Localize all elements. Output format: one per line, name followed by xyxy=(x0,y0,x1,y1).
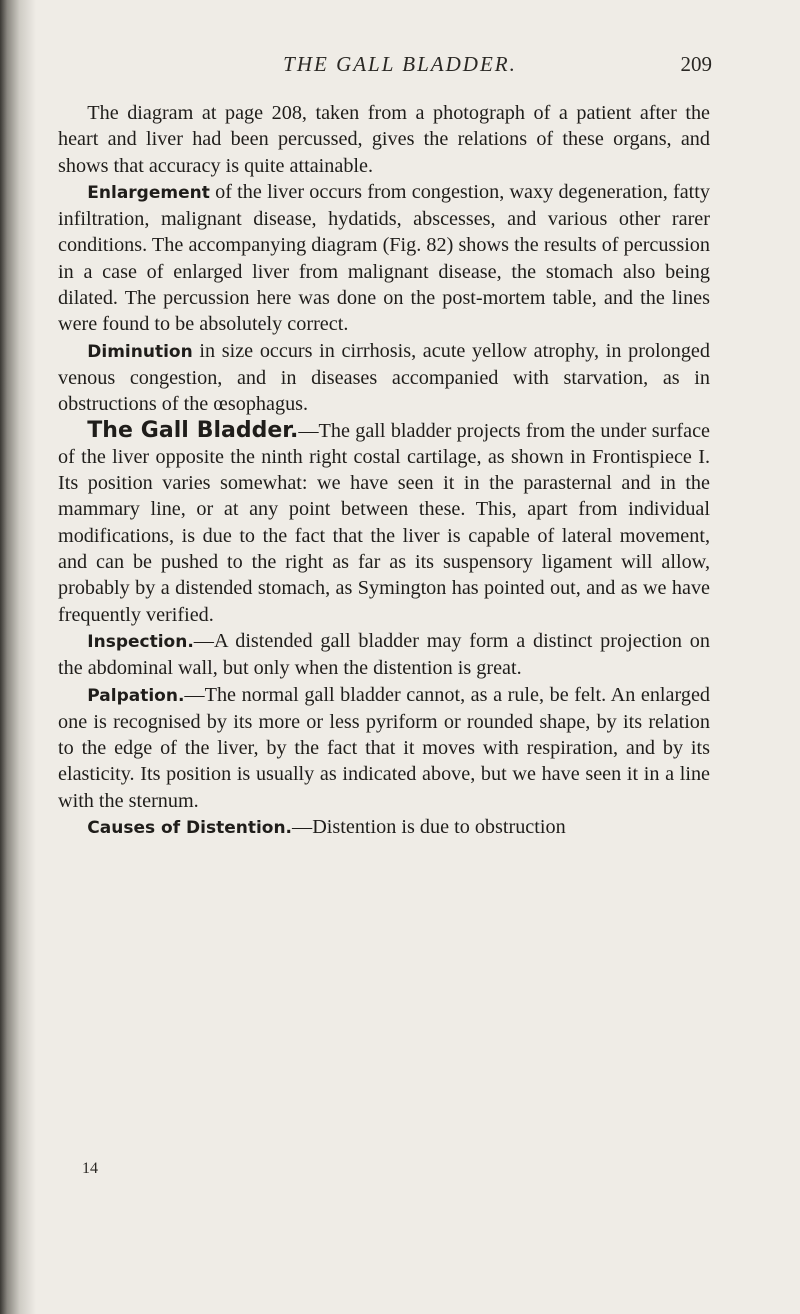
paragraph-text: in size occurs in cirrhosis, acute yellow atrophy, in prolonged venous congestion, and in diseases accompanied with starvation, as in obstructions of the œsophagus. xyxy=(58,339,710,416)
paragraph-text: —The gall bladder projects from the under surface of the liver opposite the ninth right costal cartilage, as shown in Frontispiece I. Its position varies somewhat: we have seen it in the parasternal and in the mammary line, or at any point between these. This, apart from individual modifications, is due to the fact that the liver is capable of lateral movement, and can be pushed to the right as far as its suspensory ligament will allow, probably by a distended stomach, as Symington has pointed out, and as we have frequently verified. xyxy=(58,419,710,626)
body-text xyxy=(58,100,710,841)
page-gutter-shadow xyxy=(0,0,36,1314)
page-number: 209 xyxy=(680,52,712,76)
paragraph-causes-of-distention xyxy=(58,814,710,841)
paragraph-text: of the liver occurs from congestion, waxy degeneration, fatty infiltration, malignant disease, hydatids, abscesses, and various other rarer conditions. The accompanying diagram (Fig. 82) shows the results of percussion in a case of enlarged liver from malignant disease, the stomach also being dilated. The percussion here was done on the post-mortem table, and the lines were found to be absolutely correct. xyxy=(58,180,710,336)
paragraph-text: The diagram at page 208, taken from a photograph of a patient after the heart and liver had been percussed, gives the relations of these organs, and shows that accuracy is quite attainable. xyxy=(58,102,710,177)
section-heading-causes-of-distention: Causes of Distention. xyxy=(87,818,293,839)
section-heading-enlargement: Enlargement xyxy=(87,182,210,203)
signature-mark: 14 xyxy=(82,1160,98,1177)
paragraph-inspection xyxy=(58,628,710,682)
page-header xyxy=(0,52,800,82)
paragraph-text: —The normal gall bladder cannot, as a rule, be felt. An enlarged one is recognised by its more or less pyriform or rounded shape, by its relation to the edge of the liver, by the fact that it moves with respiration, and by its elasticity. Its position is usually as indicated above, but we have seen it in a line with the sternum. xyxy=(58,683,710,812)
paragraph-diminution xyxy=(58,338,710,418)
section-heading-inspection: Inspection. xyxy=(87,631,194,652)
section-heading-palpation: Palpation. xyxy=(87,685,185,706)
paragraph-enlargement xyxy=(58,179,710,338)
paragraph-palpation xyxy=(58,682,710,814)
paragraph-text: —A distended gall bladder may form a distinct projection on the abdominal wall, but only when the distention is great. xyxy=(58,629,710,680)
running-title: THE GALL BLADDER. xyxy=(283,52,517,76)
paragraph-gall-bladder xyxy=(58,418,710,628)
paragraph-diagram-note xyxy=(58,100,710,179)
paragraph-text: —Distention is due to obstruction xyxy=(292,816,566,839)
section-heading-diminution: Diminution xyxy=(87,341,193,362)
section-heading-gall-bladder: The Gall Bladder. xyxy=(87,417,299,443)
